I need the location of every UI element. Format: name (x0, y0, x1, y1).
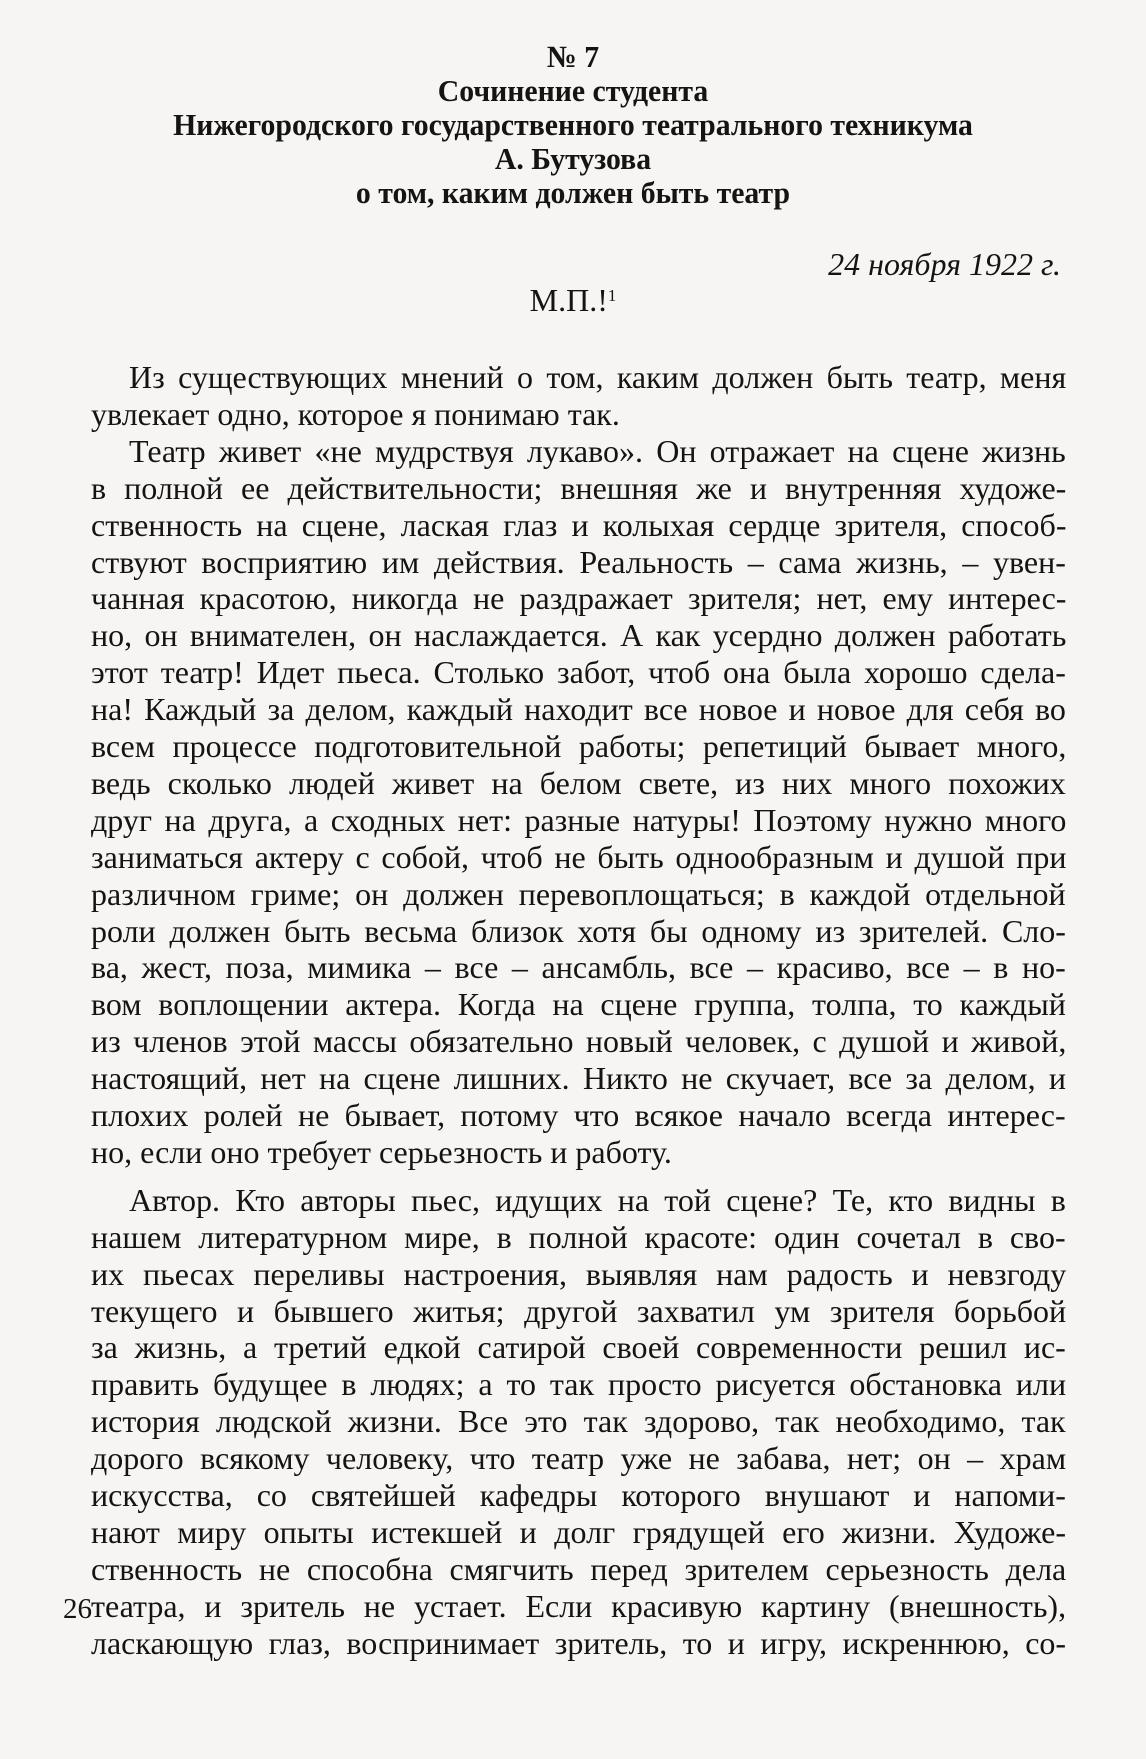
text-line: настоящий, нет на сцене лишних. Никто не скучает, все за делом, и (91, 1060, 1066, 1097)
document-date: 24 ноября 1922 г. (828, 246, 1061, 282)
text-line: их пьесах переливы настроения, выявляя нам радость и невзгоду (91, 1255, 1067, 1292)
text-line: роли должен быть весьма близок хотя бы одному из зрителей. Сло- (91, 912, 1066, 949)
text-line: текущего и бывшего житья; другой захватил ум зрителя борьбой (91, 1292, 1067, 1329)
text-line: различном гриме; он должен перевоплощаться; в каждой отдельной (91, 875, 1066, 912)
text-line: в полной ее действительности; внешняя же и внутренняя художе- (91, 469, 1067, 506)
document-number: № 7 (546, 39, 600, 74)
text-line: Автор. Кто авторы пьес, идущих на той сцене? Те, кто видны в (129, 1181, 1066, 1218)
text-line: театра, и зритель не устает. Если красивую картину (внешность), (91, 1587, 1067, 1624)
text-line: за жизнь, а третий едкой сатирой своей современности решил ис- (91, 1329, 1066, 1366)
document-header (0, 40, 1146, 210)
text-line: друг на друга, а сходных нет: разные натуры! Поэтому нужно много (91, 801, 1067, 838)
salutation (0, 283, 1146, 317)
text-line: заниматься актеру с собой, чтоб не быть однообразным и душой при (91, 838, 1067, 875)
text-line: вом воплощении актера. Когда на сцене группа, толпа, то каждый (91, 986, 1066, 1023)
text-line: ственность на сцене, лаская глаз и колыхая сердце зрителя, способ- (91, 506, 1067, 543)
text-line: ственность не способна смягчить перед зрителем серьезность дела (91, 1550, 1067, 1587)
text-line: править будущее в людях; а то так просто рисуется обстановка или (91, 1366, 1067, 1403)
text-line: Из существующих мнений о том, каким должен быть театр, меня (129, 359, 1067, 395)
text-line: всем процессе подготовительной работы; репетиций бывает много, (91, 728, 1067, 764)
footnote-mark: 1 (607, 286, 617, 305)
title-line: Нижегородского государственного театрального техникума (173, 107, 973, 142)
text-line: но, если оно требует серьезность и работу. (91, 1133, 672, 1170)
text-line: ствуют восприятию им действия. Реальность – сама жизнь, – увен- (91, 543, 1066, 580)
title-line: Сочинение студента (437, 73, 709, 108)
text-line: на! Каждый за делом, каждый находит все новое и новое для себя во (91, 691, 1066, 728)
text-line: история людской жизни. Все это так здорово, так необходимо, так (91, 1403, 1066, 1440)
text-line: искусства, со святейшей кафедры которого внушают и напоми- (91, 1477, 1066, 1513)
text-line: плохих ролей не бывает, потому что всякое начало всегда интерес- (91, 1097, 1066, 1133)
page-number: 26 (63, 1593, 92, 1625)
text-line: увлекает одно, которое я понимаю так. (91, 395, 620, 432)
text-line: ласкающую глаз, воспринимает зритель, то и игру, искреннюю, со- (91, 1624, 1067, 1661)
text-line: дорого всякому человеку, что театр уже не забава, нет; он – храм (91, 1440, 1067, 1477)
text-line: но, он внимателен, он наслаждается. А как усердно должен работать (91, 617, 1067, 654)
text-line: нашем литературном мире, в полной красоте: один сочетал в сво- (91, 1218, 1066, 1255)
text-line: Театр живет «не мудрствуя лукаво». Он отражает на сцене жизнь (129, 432, 1066, 469)
text-line: чанная красотою, никогда не раздражает зрителя; нет, ему интерес- (91, 580, 1067, 617)
text-line: ведь сколько людей живет на белом свете, из них много похожих (91, 764, 1066, 801)
text-line: из членов этой массы обязательно новый человек, с душой и живой, (91, 1023, 1067, 1060)
title-line: А. Бутузова (494, 141, 652, 176)
text-line: ва, жест, поза, мимика – все – ансамбль, все – красиво, все – в но- (91, 949, 1066, 986)
text-line: нают миру опыты истекшей и долг грядущей его жизни. Художе- (91, 1513, 1067, 1550)
title-line: о том, каким должен быть театр (355, 175, 791, 210)
salutation-text: М.П.! (529, 282, 608, 318)
text-line: этот театр! Идет пьеса. Столько забот, чтоб она была хорошо сдела- (91, 654, 1066, 691)
